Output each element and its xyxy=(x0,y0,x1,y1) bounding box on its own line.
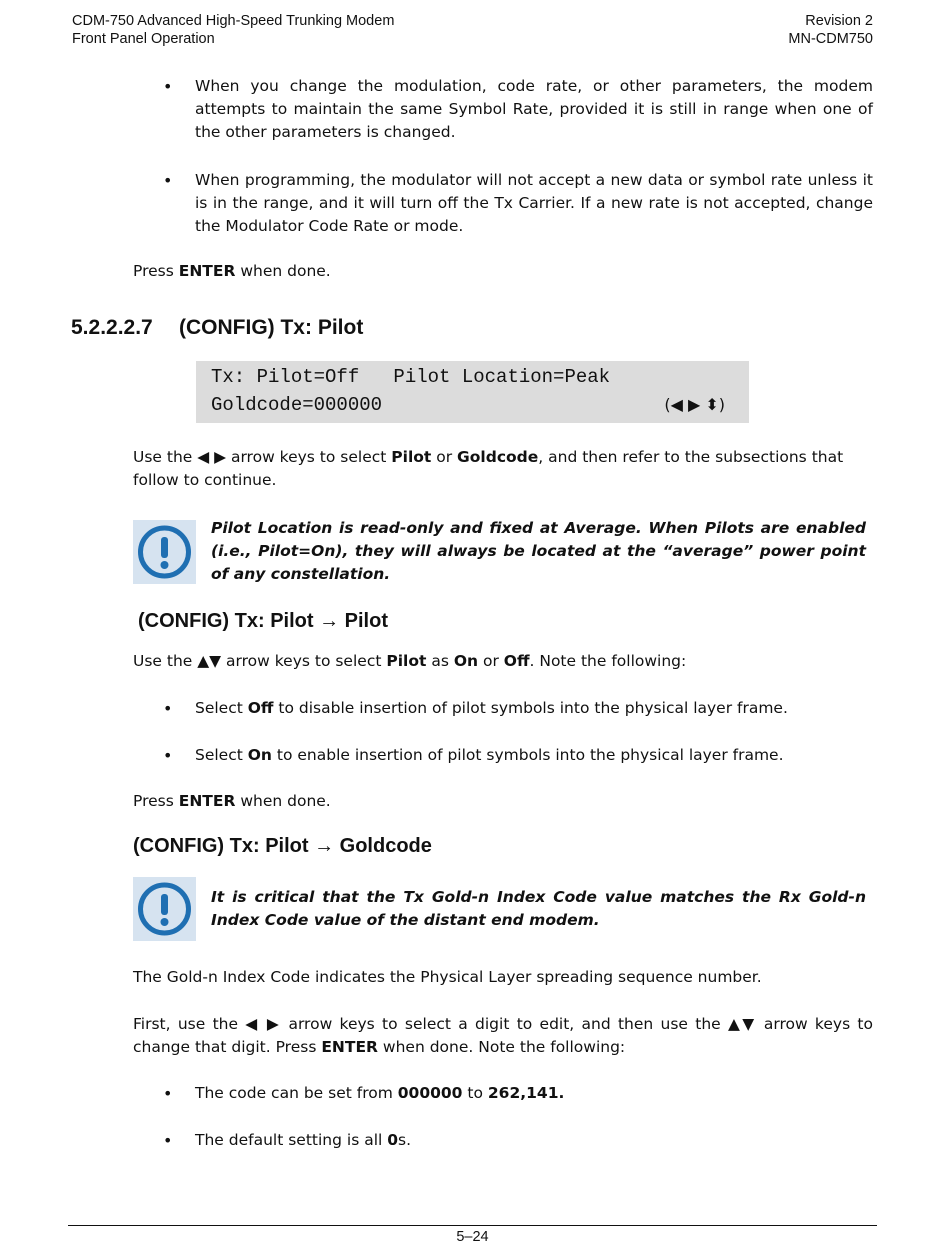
section-number: 5.2.2.2.7 xyxy=(71,316,153,339)
bullet-text: When programming, the modulator will not accept a new data or symbol rate unless it is in the range, and it will turn off the Tx Carrier. If a new rate is not accepted, change the Modulator Code Rate or mode. xyxy=(195,171,873,235)
left-right-arrows-icon: ◀ ▶ xyxy=(245,1015,282,1033)
manual-number: MN-CDM750 xyxy=(788,31,873,47)
subsection-heading-goldcode: (CONFIG) Tx: Pilot → Goldcode xyxy=(133,835,432,857)
bullet-dot: • xyxy=(163,699,173,718)
bullet-dot: • xyxy=(163,1131,173,1150)
goldcode-description: The Gold-n Index Code indicates the Physical Layer spreading sequence number. xyxy=(133,968,762,986)
chapter-title: Front Panel Operation xyxy=(72,31,215,47)
revision-label: Revision 2 xyxy=(805,13,873,29)
goldcode-bullet-default: • The default setting is all 0s. xyxy=(163,1131,412,1150)
front-panel-display xyxy=(196,361,749,423)
intro-bullet-2 xyxy=(163,169,873,238)
running-header-left xyxy=(72,12,394,48)
intro-bullet-1 xyxy=(163,75,873,144)
note-goldcode-critical: It is critical that the Tx Gold-n Index Code value matches the Rx Gold-n Index Code value of the distant end modem. xyxy=(211,888,866,929)
enter-key-label: ENTER xyxy=(178,262,236,280)
page-number: 5–24 xyxy=(456,1229,489,1245)
pilot-bullet-off: • Select Off to disable insertion of pilot symbols into the physical layer frame. xyxy=(163,699,788,718)
select-instruction: Use the ◀ ▶ arrow keys to select Pilot or Goldcode, and then refer to the subsections that follow to continue. xyxy=(133,448,844,489)
note-pilot-location: Pilot Location is read-only and fixed at Average. When Pilots are enabled (i.e., Pilot=On), they will always be located at the “average” power point of any constellation. xyxy=(211,519,866,583)
section-heading xyxy=(71,314,363,342)
enter-key-label: ENTER xyxy=(321,1038,378,1056)
goldcode-bullet-range: • The code can be set from 000000 to 262,141. xyxy=(163,1084,565,1103)
subsection-heading-pilot: (CONFIG) Tx: Pilot → Pilot xyxy=(138,610,388,632)
exclamation-circle-icon xyxy=(133,520,196,584)
footer-rule xyxy=(68,1225,877,1226)
display-line-2: Goldcode=000000 xyxy=(211,394,383,416)
display-navigation-keys: (◀ ▶ ⬍) xyxy=(664,395,725,414)
bullet-dot: • xyxy=(163,77,173,96)
left-right-arrows-icon: ◀ ▶ xyxy=(197,448,227,466)
bullet-text: When you change the modulation, code rate, or other parameters, the modem attempts to maintain the same Symbol Rate, provided it is still in range when one of the other parameters is changed. xyxy=(195,77,873,141)
goldcode-edit-instruction: First, use the ◀ ▶ arrow keys to select a digit to edit, and then use the ▲▼ arrow keys to change that digit. Press ENTER when done. Note the following: xyxy=(133,1015,873,1056)
running-header-right xyxy=(788,12,873,48)
section-title: (CONFIG) Tx: Pilot xyxy=(179,316,364,339)
enter-key-label: ENTER xyxy=(178,792,236,810)
pilot-bullet-on: • Select On to enable insertion of pilot symbols into the physical layer frame. xyxy=(163,746,784,765)
display-line-1: Tx: Pilot=Off Pilot Location=Peak xyxy=(211,366,611,388)
bullet-dot: • xyxy=(163,1084,173,1103)
press-enter-instruction: Press ENTER when done. xyxy=(133,262,331,280)
bullet-dot: • xyxy=(163,746,173,765)
up-down-arrows-icon: ▲▼ xyxy=(727,1015,757,1033)
up-down-arrows-icon: ▲▼ xyxy=(197,652,222,670)
document-title: CDM-750 Advanced High-Speed Trunking Modem xyxy=(72,13,395,29)
exclamation-circle-icon xyxy=(133,877,196,941)
pilot-select-instruction: Use the ▲▼ arrow keys to select Pilot as On or Off. Note the following: xyxy=(133,652,687,670)
bullet-dot: • xyxy=(163,171,173,190)
pilot-press-enter: Press ENTER when done. xyxy=(133,792,331,810)
